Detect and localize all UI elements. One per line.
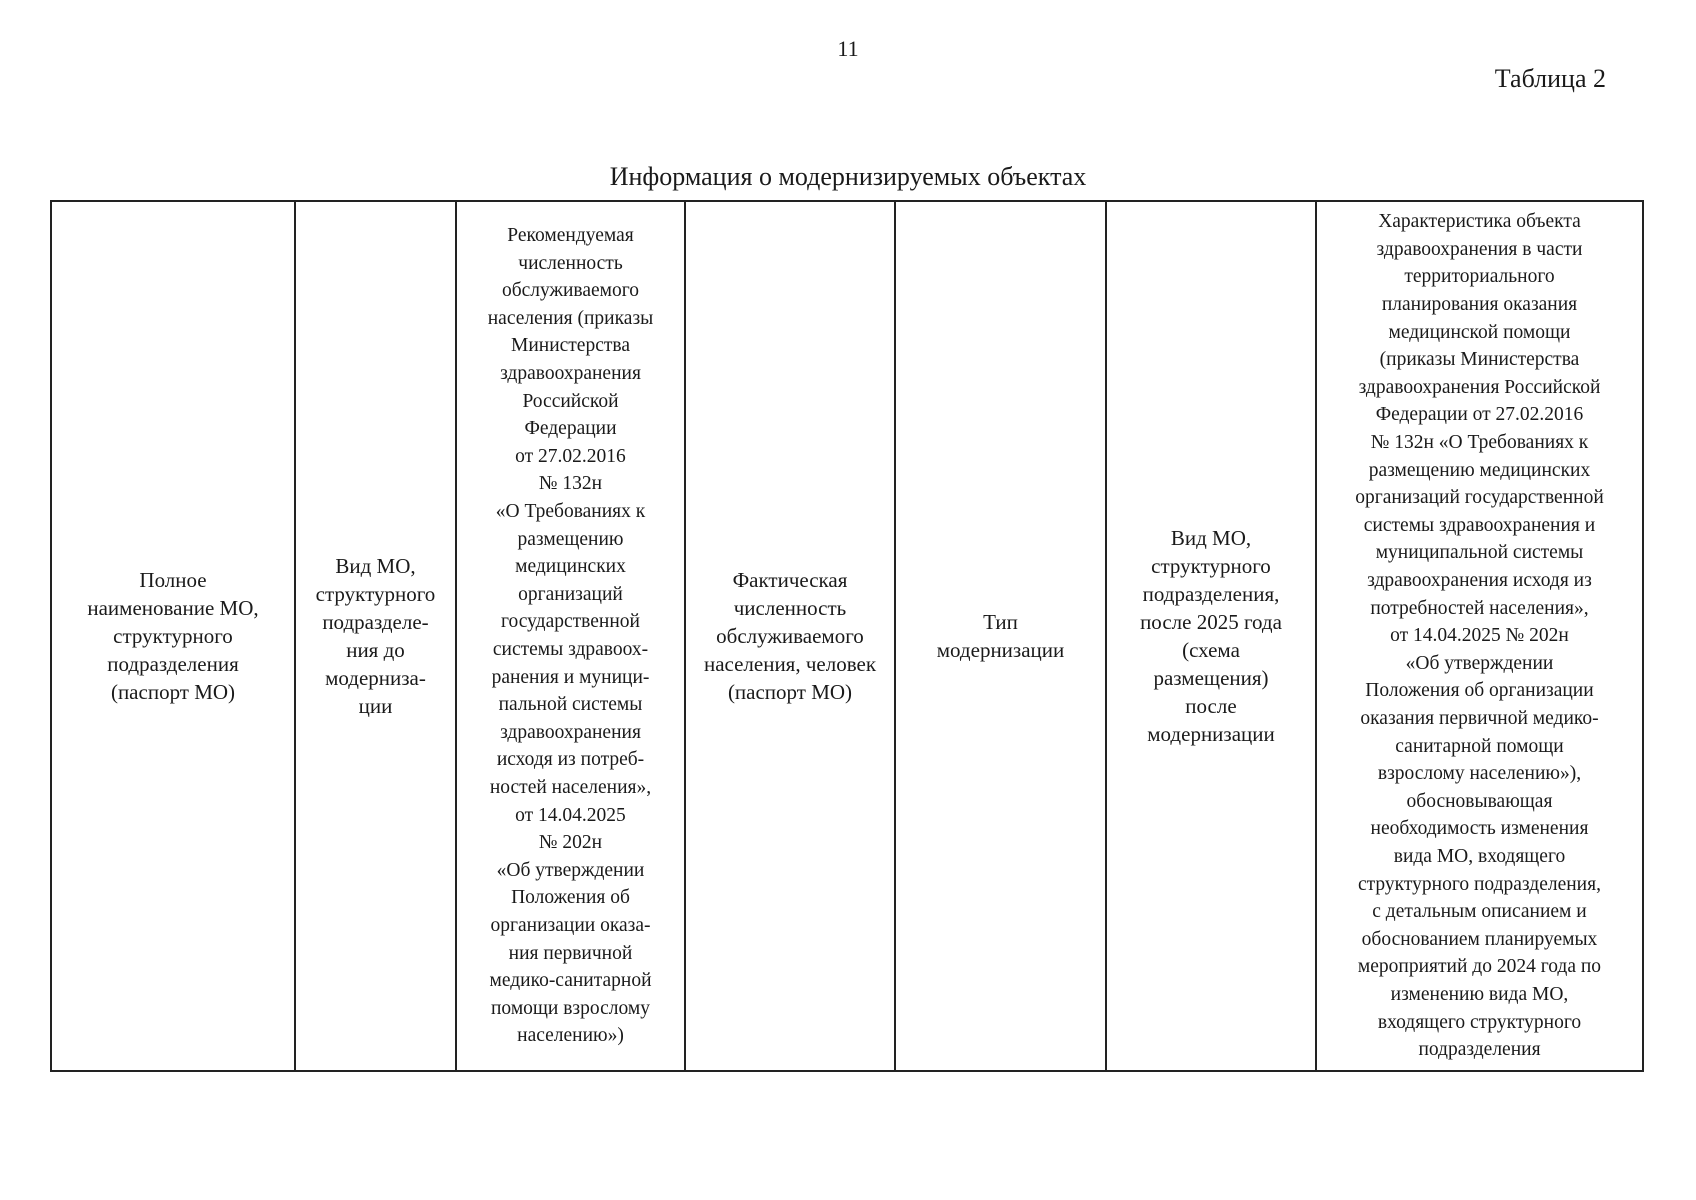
header-cell-modernization-type: Тип модернизации xyxy=(896,202,1107,1070)
header-cell-type-after: Вид МО, структурного подразделения, после 2025 года (схема размещения) после модернизации xyxy=(1107,202,1317,1070)
header-cell-actual-population: Фактическая численность обслуживаемого населения, человек (паспорт МО) xyxy=(686,202,896,1070)
page-number: 11 xyxy=(837,36,859,61)
document-title: Информация о модернизируемых объектах xyxy=(609,162,1087,191)
table-label: Таблица 2 xyxy=(1494,64,1606,93)
header-cell-characteristics: Характеристика объекта здравоохранения в части территориального планирования оказания медицинской помощи (приказы Министерства здравоохранения Российской Федерации от 27.02.2016 № 132н «О Требованиях к размещению медицинских организаций государственной системы здравоохранения и муниципальной системы здравоохранения исходя из потребностей населения», от 14.04.2025 № 202н «Об утверждении Положения об организации оказания первичной медико- санитарной помощи взрослому населению»), обосновывающая необходимость изменения вида МО, входящего структурного подразделения, с детальным описанием и обоснованием планируемых мероприятий до 2024 года по изменению вида МО, входящего структурного подразделения xyxy=(1355,211,1604,1061)
header-cell-recommended-population: Рекомендуемая численность обслуживаемого населения (приказы Министерства здравоохранения Российской Федерации от 27.02.2016 № 132н «О Требованиях к размещению медицинских организаций государственной системы здравоох- ранения и муници- пальной системы здравоохранения исходя из потреб- ностей населения», от 14.04.2025 № 202н «Об утверждении Положения об организации оказа- ния первичной медико-санитарной помощи взрослому населению») xyxy=(457,202,686,1070)
header-cell-full-name: Полное наименование МО, структурного подразделения (паспорт МО) xyxy=(52,202,296,1070)
modernization-table-header xyxy=(50,200,1644,1072)
header-cell-type-before: Вид МО, структурного подразделе- ния до модерниза- ции xyxy=(296,202,457,1070)
